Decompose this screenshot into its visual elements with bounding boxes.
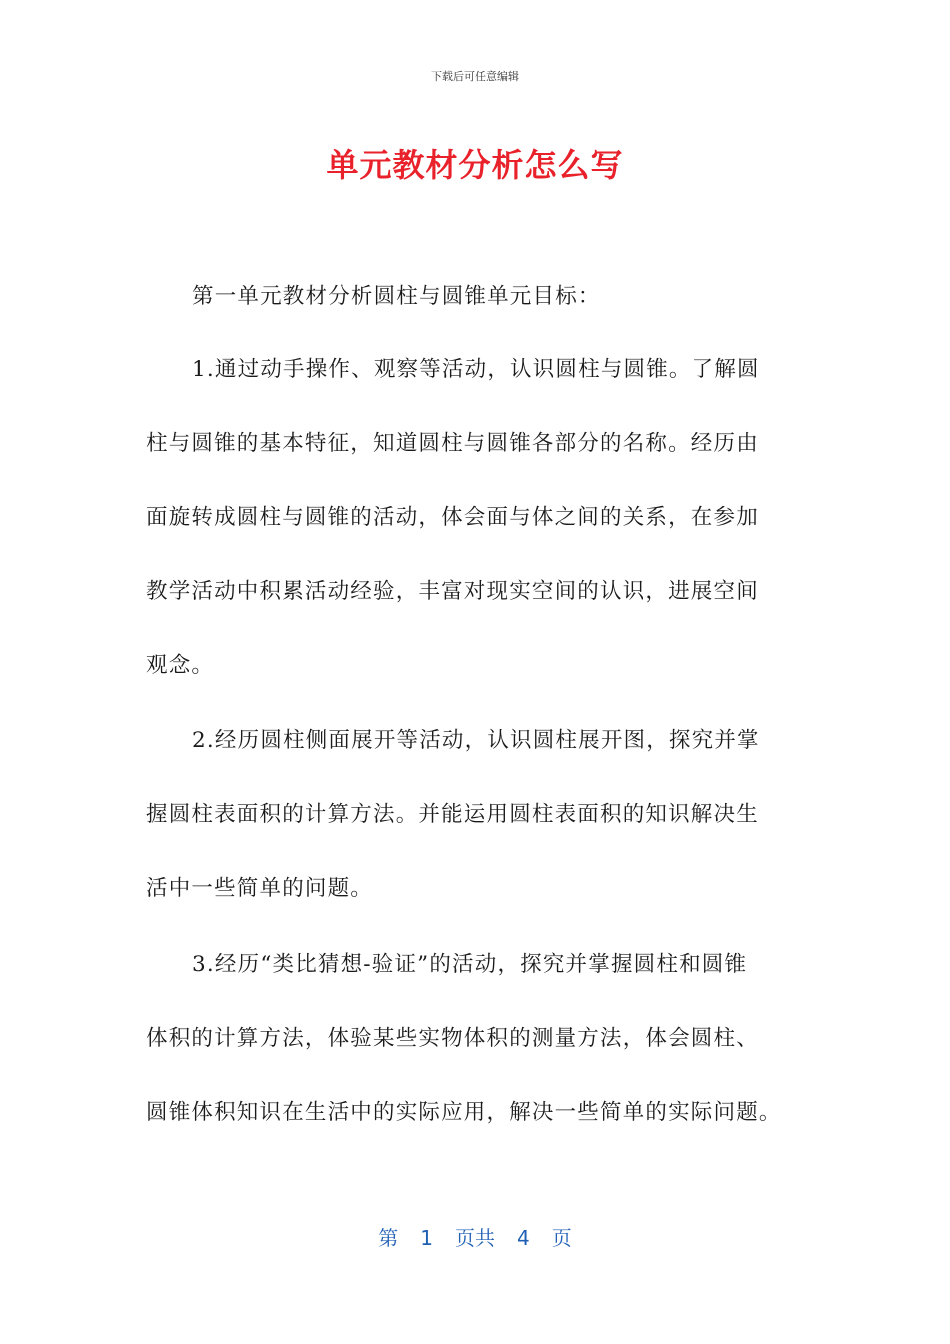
- paragraph-line: 活中一些简单的问题。: [146, 876, 374, 901]
- paragraph-line: 面旋转成圆柱与圆锥的活动，体会面与体之间的关系，在参加: [146, 505, 759, 530]
- paragraph-line: 2.经历圆柱侧面展开等活动，认识圆柱展开图，探究并掌: [192, 728, 760, 753]
- paragraph-line: 柱与圆锥的基本特征，知道圆柱与圆锥各部分的名称。经历由: [146, 431, 759, 456]
- body-block-1: [146, 260, 808, 334]
- page-current: 1: [420, 1226, 433, 1250]
- paragraph-line: 教学活动中积累活动经验，丰富对现实空间的认识，进展空间: [146, 579, 759, 604]
- paragraph-line: 观念。: [146, 653, 215, 678]
- paragraph-line: 第一单元教材分析圆柱与圆锥单元目标：: [192, 284, 601, 309]
- paragraph-line: 3.经历“类比猜想-验证”的活动，探究并掌握圆柱和圆锥: [192, 952, 748, 977]
- header-note: 下载后可任意编辑: [431, 70, 519, 83]
- page-mid: 页共: [455, 1226, 495, 1250]
- document-title: 单元教材分析怎么写: [326, 146, 624, 184]
- paragraph-line: 握圆柱表面积的计算方法。并能运用圆柱表面积的知识解决生: [146, 802, 759, 827]
- body-block-2: [146, 333, 808, 703]
- page-total: 4: [517, 1226, 530, 1250]
- body-block-3: [146, 704, 808, 926]
- body-block-4: [146, 928, 808, 1150]
- paragraph-line: 体积的计算方法，体验某些实物体积的测量方法，体会圆柱、: [146, 1026, 759, 1051]
- page-suffix: 页: [551, 1226, 572, 1250]
- paragraph-line: 圆锥体积知识在生活中的实际应用，解决一些简单的实际问题。: [146, 1100, 782, 1125]
- page-footer: [0, 1222, 950, 1251]
- page-prefix: 第: [378, 1226, 399, 1250]
- paragraph-line: 1.通过动手操作、观察等活动，认识圆柱与圆锥。了解圆: [192, 357, 760, 382]
